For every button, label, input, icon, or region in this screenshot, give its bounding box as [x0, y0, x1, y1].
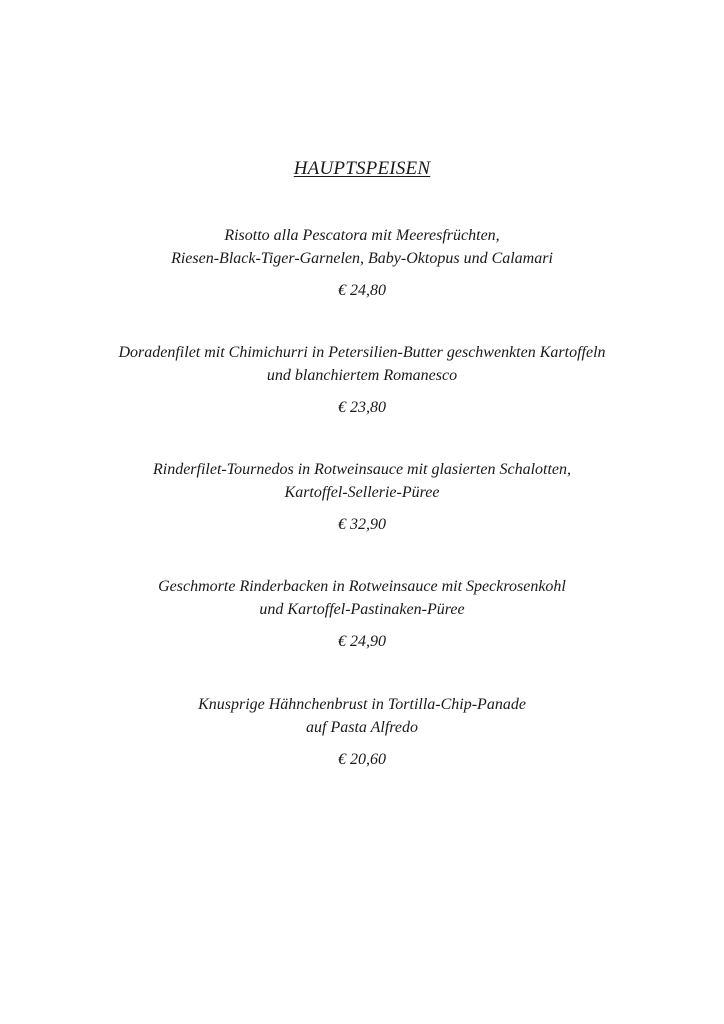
dish-item [0, 224, 724, 302]
dish-price: € 24,90 [338, 633, 386, 650]
dish-description-line-2: und blanchiertem Romanesco [266, 367, 458, 384]
dish-price: € 20,60 [338, 751, 386, 768]
menu-title: HAUPTSPEISEN [293, 158, 431, 179]
dish-description-line-1: Knusprige Hähnchenbrust in Tortilla-Chip-Panade [198, 696, 526, 713]
dish-description-line-1: Risotto alla Pescatora mit Meeresfrüchten, [224, 227, 500, 244]
dish-description-line-1: Doradenfilet mit Chimichurri in Petersilien-Butter geschwenkten Kartoffeln [118, 344, 606, 361]
dish-description-line-1: Rinderfilet-Tournedos in Rotweinsauce mit glasierten Schalotten, [152, 461, 572, 478]
dish-price: € 23,80 [338, 399, 386, 416]
dish-item [0, 458, 724, 536]
dish-description-line-2: Kartoffel-Sellerie-Püree [284, 484, 440, 501]
dish-price: € 32,90 [338, 516, 386, 533]
dish-item [0, 341, 724, 419]
dish-description-line-2: und Kartoffel-Pastinaken-Püree [259, 601, 465, 618]
dish-price: € 24,80 [338, 282, 386, 299]
dish-description-line-2: Riesen-Black-Tiger-Garnelen, Baby-Oktopus und Calamari [171, 250, 553, 267]
dish-item [0, 575, 724, 653]
dish-description-line-2: auf Pasta Alfredo [306, 719, 418, 736]
dish-item [0, 693, 724, 771]
dish-description-line-1: Geschmorte Rinderbacken in Rotweinsauce mit Speckrosenkohl [158, 578, 566, 595]
